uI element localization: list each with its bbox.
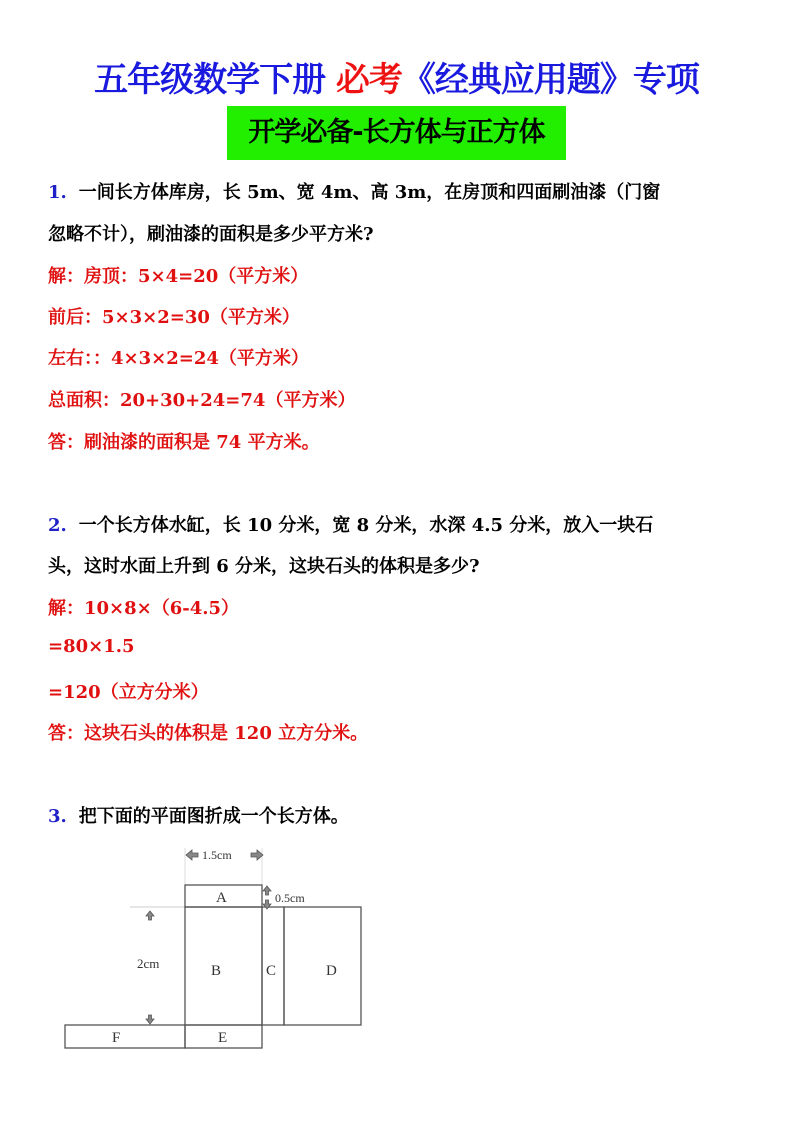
face-c bbox=[262, 907, 284, 1025]
title-part-must: 必考 bbox=[335, 60, 402, 100]
page-title bbox=[0, 52, 793, 101]
question-number: 2. bbox=[48, 515, 67, 536]
dim-depth-label: 0.5cm bbox=[275, 891, 305, 905]
question-2-line-1 bbox=[48, 511, 653, 537]
svg-text:E: E bbox=[218, 1030, 228, 1046]
face-e bbox=[185, 1025, 262, 1048]
face-f bbox=[65, 1025, 185, 1048]
face-d bbox=[284, 907, 361, 1025]
svg-text:C: C bbox=[266, 963, 277, 979]
question-2-line-2: 头，这时水面上升到 6 分米，这块石头的体积是多少? bbox=[48, 556, 480, 577]
question-number: 1. bbox=[48, 182, 67, 203]
svg-text:B: B bbox=[211, 963, 222, 979]
solution-line: 前后：5×3×2=30（平方米） bbox=[48, 307, 300, 328]
solution-line: 总面积：20+30+24=74（平方米） bbox=[48, 390, 356, 411]
svg-text:D: D bbox=[326, 963, 337, 979]
dim-width-label: 1.5cm bbox=[202, 848, 232, 862]
question-number: 3. bbox=[48, 806, 67, 827]
question-1-line-1 bbox=[48, 178, 660, 204]
solution-line: =80×1.5 bbox=[48, 636, 135, 657]
question-1-line-2: 忽略不计），刷油漆的面积是多少平方米? bbox=[48, 224, 374, 245]
face-a bbox=[185, 885, 262, 907]
solution-line: =120（立方分米） bbox=[48, 682, 209, 703]
dim-height-label: 2cm bbox=[137, 956, 160, 971]
title-part-grade: 五年级数学下册 bbox=[94, 60, 326, 100]
svg-text:A: A bbox=[216, 890, 227, 906]
question-text: 一个长方体水缸，长 10 分米，宽 8 分米，水深 4.5 分米，放入一块石 bbox=[78, 515, 654, 536]
solution-line: 左右：：4×3×2=24（平方米） bbox=[48, 348, 309, 369]
face-b bbox=[185, 907, 262, 1025]
question-text: 一间长方体库房，长 5m、宽 4m、高 3m，在房顶和四面刷油漆（门窗 bbox=[78, 182, 661, 203]
solution-line: 解：房顶：5×4=20（平方米） bbox=[48, 266, 309, 287]
question-text: 把下面的平面图折成一个长方体。 bbox=[78, 806, 349, 827]
subtitle-banner: 开学必备-长方体与正方体 bbox=[227, 106, 566, 160]
title-part-topic: 《经典应用题》专项 bbox=[401, 60, 699, 100]
svg-text:F: F bbox=[112, 1030, 121, 1046]
answer-line: 答：刷油漆的面积是 74 平方米。 bbox=[48, 432, 320, 453]
answer-line: 答：这块石头的体积是 120 立方分米。 bbox=[48, 723, 369, 744]
question-3-line-1 bbox=[48, 802, 349, 828]
solution-line: 解：10×8×（6-4.5） bbox=[48, 598, 240, 619]
